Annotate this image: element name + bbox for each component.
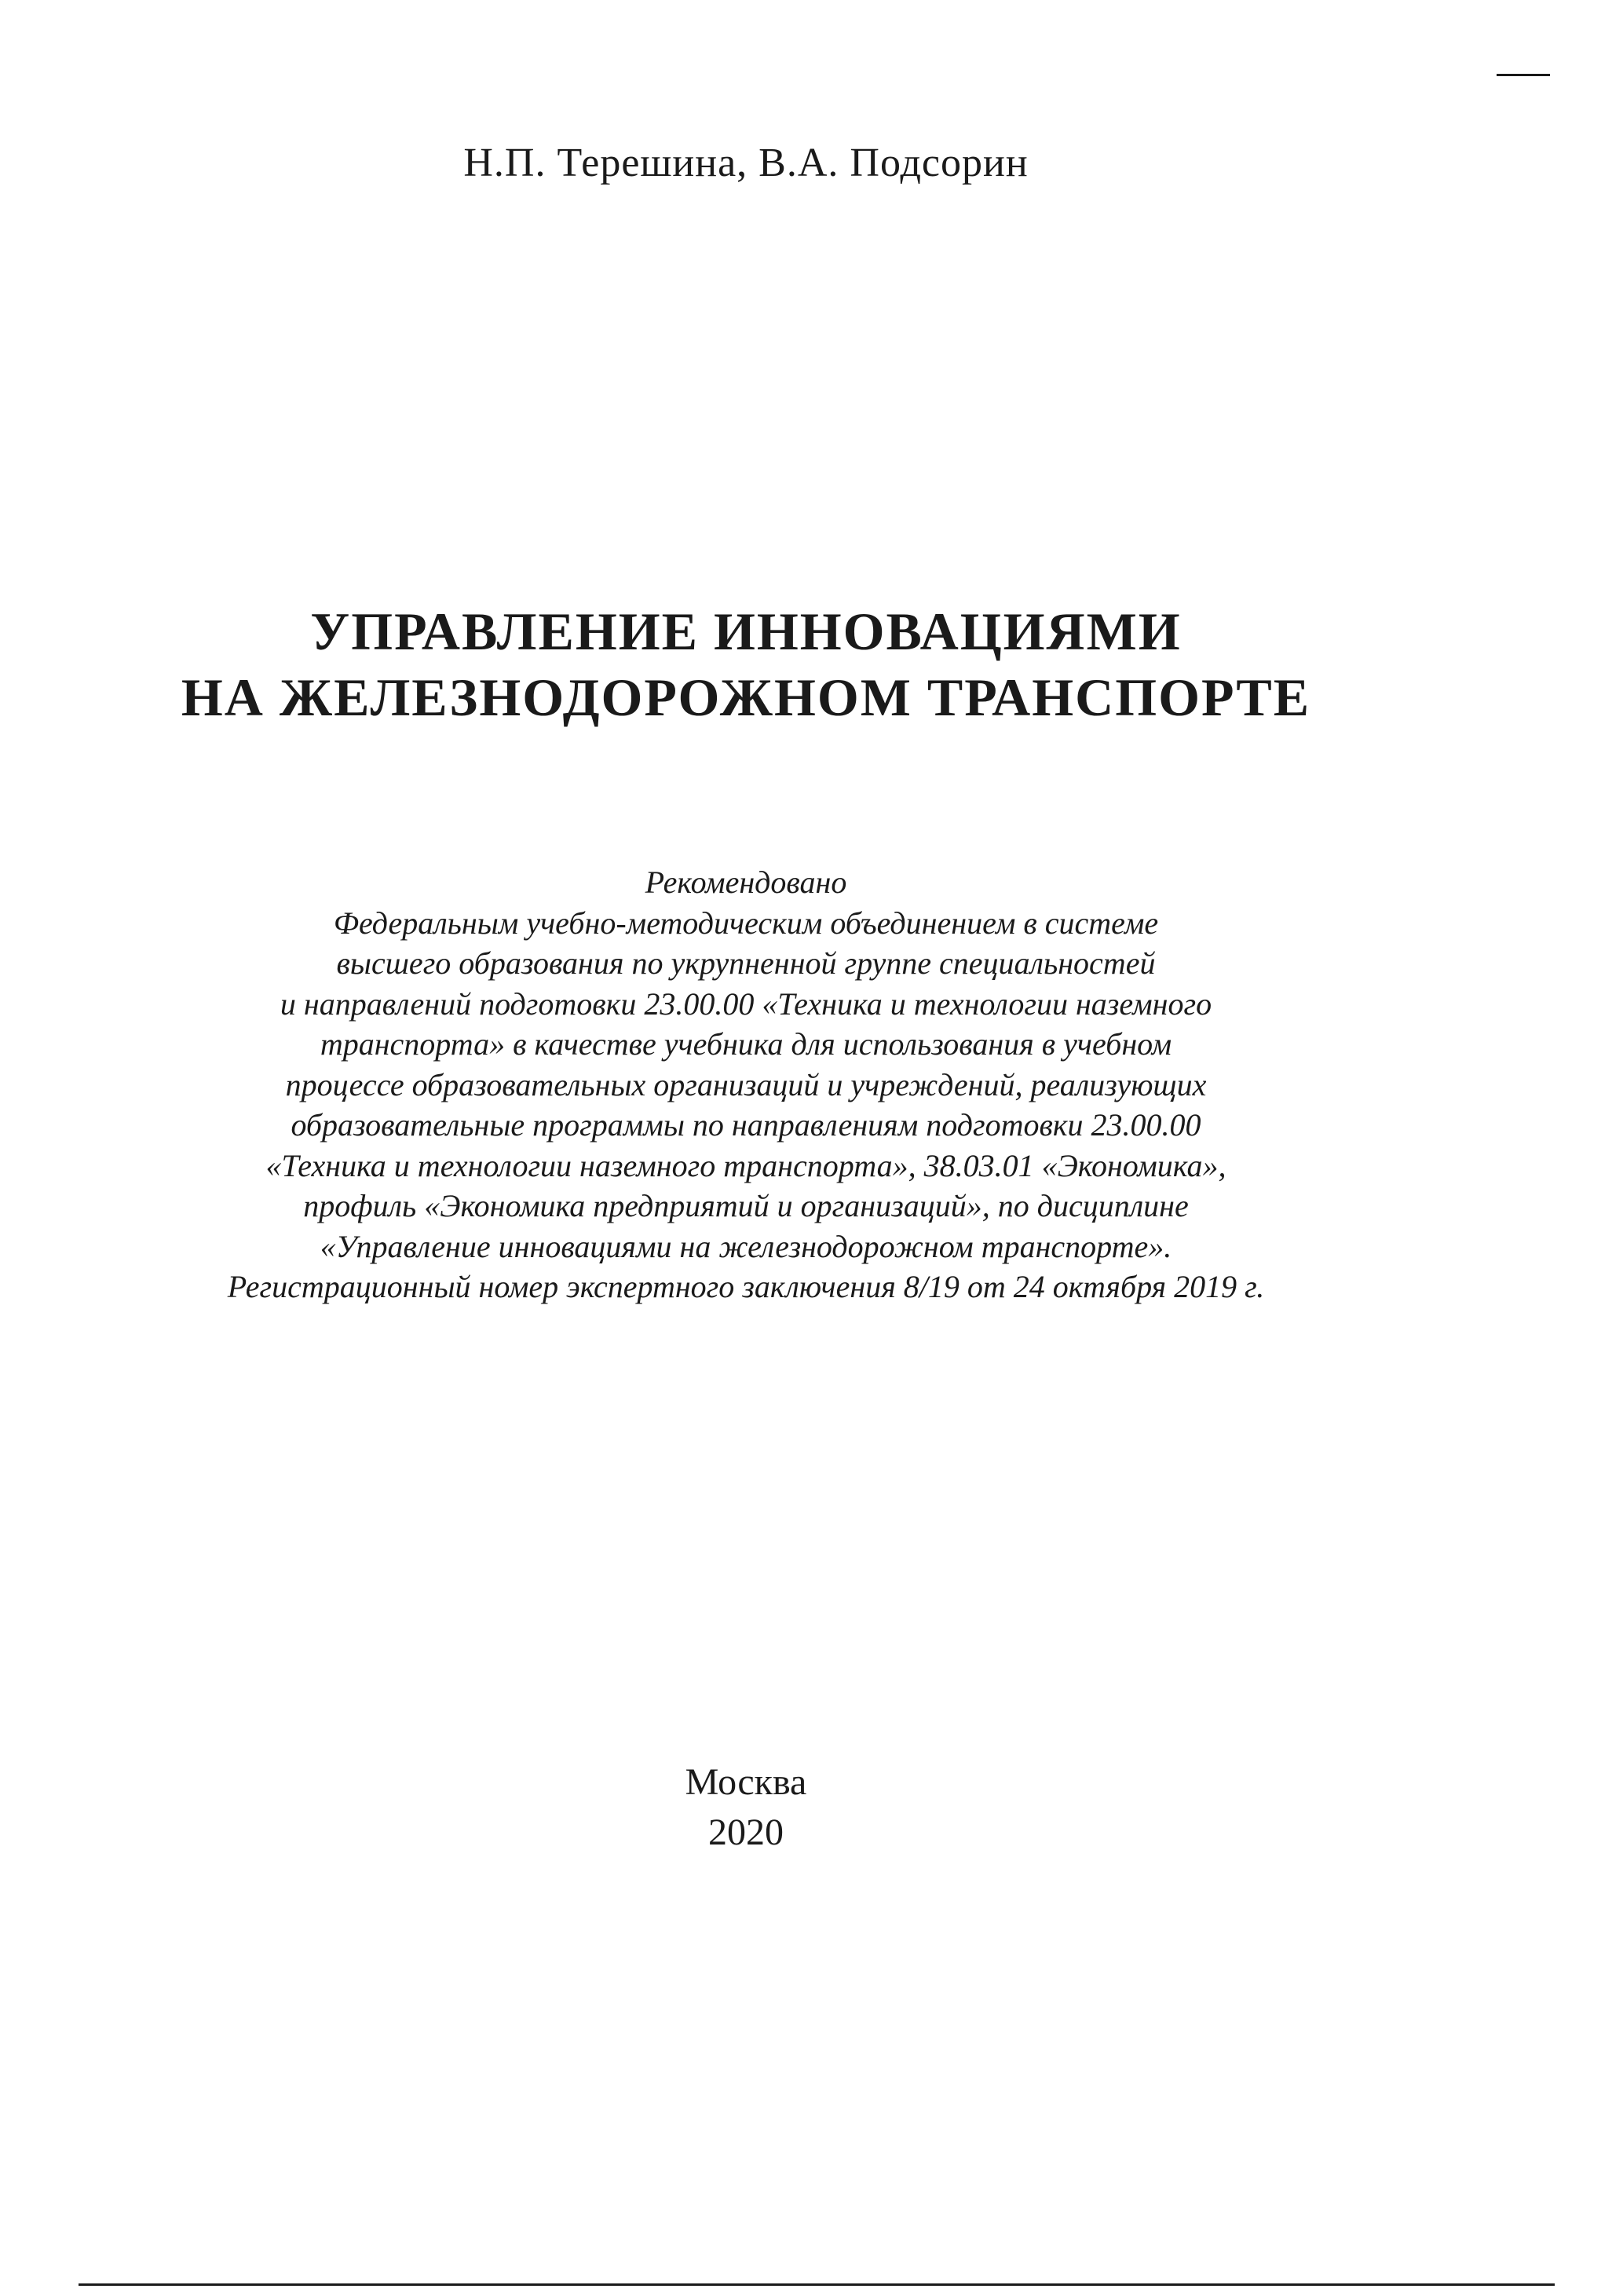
recommendation-line: «Управление инновациями на железнодорожном транспорте». xyxy=(320,1228,1172,1264)
imprint-year: 2020 xyxy=(708,1812,784,1853)
corner-mark xyxy=(1497,74,1550,76)
authors: Н.П. Терешина, В.А. Подсорин xyxy=(463,141,1029,185)
recommendation-line: Регистрационный номер экспертного заключения 8/19 от 24 октября 2019 г. xyxy=(227,1269,1265,1304)
book-title-line: УПРАВЛЕНИЕ ИННОВАЦИЯМИ xyxy=(310,601,1182,661)
recommendation-line: профиль «Экономика предприятий и организаций», по дисциплине xyxy=(303,1188,1189,1223)
book-title-line: НА ЖЕЛЕЗНОДОРОЖНОМ ТРАНСПОРТЕ xyxy=(181,667,1311,727)
recommendation-line: Рекомендовано xyxy=(645,865,847,900)
recommendation-line: образовательные программы по направлениям подготовки 23.00.00 xyxy=(291,1107,1201,1143)
imprint xyxy=(0,1757,1492,1858)
bottom-rule xyxy=(79,2283,1555,2286)
recommendation-line: процессе образовательных организаций и учреждений, реализующих xyxy=(285,1066,1207,1102)
recommendation-line: транспорта» в качестве учебника для использования в учебном xyxy=(320,1026,1172,1062)
recommendation-line: Федеральным учебно-методическим объединением в системе xyxy=(333,905,1159,941)
book-title xyxy=(0,598,1492,730)
recommendation-line: высшего образования по укрупненной группе специальностей xyxy=(336,945,1156,981)
recommendation-line: и направлений подготовки 23.00.00 «Техника и технологии наземного xyxy=(280,985,1212,1022)
recommendation-line: «Техника и технологии наземного транспорта», 38.03.01 «Экономика», xyxy=(265,1147,1226,1183)
imprint-city: Москва xyxy=(685,1761,807,1803)
recommendation-block xyxy=(0,862,1492,1307)
